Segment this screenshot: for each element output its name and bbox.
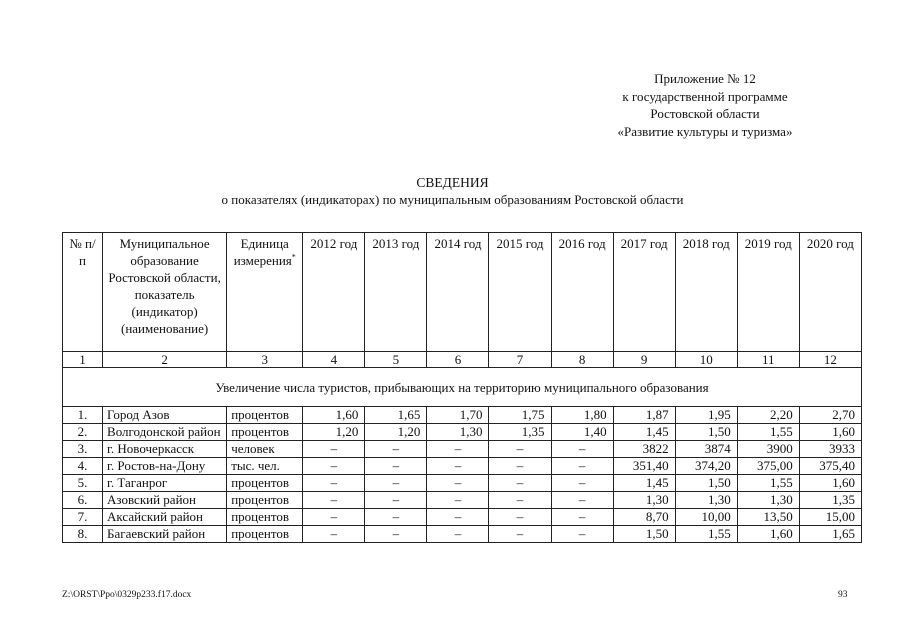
year-value: – xyxy=(489,492,551,509)
table-row xyxy=(63,509,862,526)
year-value: 1,75 xyxy=(489,407,551,424)
header-year: 2015 год xyxy=(489,233,551,352)
year-value: 1,30 xyxy=(613,492,675,509)
header-year: 2017 год xyxy=(613,233,675,352)
municipality-name: Азовский район xyxy=(103,492,227,509)
document-subtitle: о показателях (индикаторах) по муниципальным образованиям Ростовской области xyxy=(221,192,684,207)
year-value: 15,00 xyxy=(799,509,861,526)
footer-page-number: 93 xyxy=(838,590,848,600)
column-number: 5 xyxy=(365,352,427,368)
year-value: – xyxy=(551,441,613,458)
header-unit-footnote-mark: * xyxy=(291,252,296,262)
year-value: – xyxy=(303,475,365,492)
unit-of-measure: процентов xyxy=(227,475,303,492)
year-value: 1,30 xyxy=(675,492,737,509)
year-value: – xyxy=(489,526,551,543)
municipality-name: г. Таганрог xyxy=(103,475,227,492)
year-value: 351,40 xyxy=(613,458,675,475)
year-value: – xyxy=(427,526,489,543)
year-value: 1,30 xyxy=(427,424,489,441)
year-value: 1,55 xyxy=(675,526,737,543)
header-no: № п/п xyxy=(63,233,103,352)
year-value: 375,00 xyxy=(737,458,799,475)
year-value: 1,60 xyxy=(799,475,861,492)
year-value: 1,50 xyxy=(613,526,675,543)
year-value: – xyxy=(551,458,613,475)
year-value: 1,65 xyxy=(799,526,861,543)
year-value: 3900 xyxy=(737,441,799,458)
header-row xyxy=(63,233,862,352)
year-value: 1,50 xyxy=(675,424,737,441)
year-value: 1,35 xyxy=(489,424,551,441)
municipality-name: Багаевский район xyxy=(103,526,227,543)
year-value: – xyxy=(303,526,365,543)
header-unit xyxy=(227,233,303,352)
row-number: 4. xyxy=(63,458,103,475)
header-year: 2014 год xyxy=(427,233,489,352)
year-value: 3933 xyxy=(799,441,861,458)
year-value: – xyxy=(365,492,427,509)
header-municipality: Муниципальное образование Ростовской области, показатель (индикатор) (наименование) xyxy=(103,233,227,352)
header-year: 2012 год xyxy=(303,233,365,352)
table-body xyxy=(63,407,862,543)
year-value: 8,70 xyxy=(613,509,675,526)
year-value: 13,50 xyxy=(737,509,799,526)
year-value: 1,95 xyxy=(675,407,737,424)
year-value: – xyxy=(551,475,613,492)
year-value: 1,50 xyxy=(675,475,737,492)
section-heading: Увеличение числа туристов, прибывающих на территорию муниципального образования xyxy=(63,368,862,407)
row-number: 1. xyxy=(63,407,103,424)
year-value: – xyxy=(303,458,365,475)
section-row xyxy=(63,368,862,407)
appendix-line-2: к государственной программе xyxy=(622,88,788,104)
row-number: 5. xyxy=(63,475,103,492)
year-value: 1,45 xyxy=(613,475,675,492)
year-value: – xyxy=(427,441,489,458)
year-value: – xyxy=(489,441,551,458)
indicators-table xyxy=(62,232,862,543)
year-value: 1,87 xyxy=(613,407,675,424)
year-value: – xyxy=(489,475,551,492)
row-number: 6. xyxy=(63,492,103,509)
column-number: 10 xyxy=(675,352,737,368)
year-value: 1,70 xyxy=(427,407,489,424)
municipality-name: г. Новочеркасск xyxy=(103,441,227,458)
header-year: 2013 год xyxy=(365,233,427,352)
municipality-name: Волгодонской район xyxy=(103,424,227,441)
header-year: 2019 год xyxy=(737,233,799,352)
year-value: – xyxy=(303,441,365,458)
row-number: 3. xyxy=(63,441,103,458)
year-value: – xyxy=(365,441,427,458)
year-value: 1,40 xyxy=(551,424,613,441)
table-row xyxy=(63,475,862,492)
footer-file-path: Z:\ORST\Ppo\0329p233.f17.docx xyxy=(62,590,192,600)
column-number: 7 xyxy=(489,352,551,368)
column-number: 2 xyxy=(103,352,227,368)
column-number: 6 xyxy=(427,352,489,368)
table-row xyxy=(63,458,862,475)
appendix-line-3: Ростовской области xyxy=(650,106,760,121)
appendix-line-4: «Развитие культуры и туризма» xyxy=(617,123,793,139)
year-value: – xyxy=(551,526,613,543)
year-value: 1,20 xyxy=(365,424,427,441)
year-value: – xyxy=(427,509,489,526)
unit-of-measure: процентов xyxy=(227,407,303,424)
document-title: СВЕДЕНИЯ xyxy=(416,175,489,190)
year-value: – xyxy=(551,492,613,509)
year-value: – xyxy=(365,458,427,475)
year-value: 2,20 xyxy=(737,407,799,424)
row-number: 2. xyxy=(63,424,103,441)
year-value: 1,20 xyxy=(303,424,365,441)
year-value: – xyxy=(365,526,427,543)
table-row xyxy=(63,424,862,441)
year-value: – xyxy=(551,509,613,526)
year-value: 2,70 xyxy=(799,407,861,424)
row-number: 7. xyxy=(63,509,103,526)
year-value: 1,45 xyxy=(613,424,675,441)
year-value: – xyxy=(303,492,365,509)
row-number: 8. xyxy=(63,526,103,543)
unit-of-measure: процентов xyxy=(227,526,303,543)
year-value: 1,35 xyxy=(799,492,861,509)
year-value: 1,55 xyxy=(737,475,799,492)
year-value: 1,60 xyxy=(737,526,799,543)
year-value: – xyxy=(427,458,489,475)
column-number: 11 xyxy=(737,352,799,368)
year-value: 374,20 xyxy=(675,458,737,475)
municipality-name: Город Азов xyxy=(103,407,227,424)
year-value: 1,30 xyxy=(737,492,799,509)
unit-of-measure: человек xyxy=(227,441,303,458)
table-row xyxy=(63,526,862,543)
year-value: 10,00 xyxy=(675,509,737,526)
year-value: – xyxy=(489,458,551,475)
table-row xyxy=(63,407,862,424)
table-row xyxy=(63,441,862,458)
year-value: 3874 xyxy=(675,441,737,458)
header-year: 2016 год xyxy=(551,233,613,352)
unit-of-measure: процентов xyxy=(227,492,303,509)
year-value: 375,40 xyxy=(799,458,861,475)
column-number: 9 xyxy=(613,352,675,368)
column-number: 3 xyxy=(227,352,303,368)
year-value: – xyxy=(303,509,365,526)
unit-of-measure: процентов xyxy=(227,509,303,526)
municipality-name: г. Ростов-на-Дону xyxy=(103,458,227,475)
column-number: 12 xyxy=(799,352,861,368)
header-year: 2020 год xyxy=(799,233,861,352)
year-value: 1,55 xyxy=(737,424,799,441)
year-value: – xyxy=(427,492,489,509)
year-value: 3822 xyxy=(613,441,675,458)
municipality-name: Аксайский район xyxy=(103,509,227,526)
year-value: 1,60 xyxy=(799,424,861,441)
year-value: – xyxy=(489,509,551,526)
year-value: – xyxy=(365,475,427,492)
column-number: 1 xyxy=(63,352,103,368)
unit-of-measure: процентов xyxy=(227,424,303,441)
column-number: 8 xyxy=(551,352,613,368)
year-value: 1,80 xyxy=(551,407,613,424)
year-value: 1,65 xyxy=(365,407,427,424)
column-number: 4 xyxy=(303,352,365,368)
year-value: – xyxy=(427,475,489,492)
header-year: 2018 год xyxy=(675,233,737,352)
header-unit-label: Единица измерения xyxy=(233,236,292,268)
unit-of-measure: тыс. чел. xyxy=(227,458,303,475)
year-value: – xyxy=(365,509,427,526)
column-number-row xyxy=(63,352,862,368)
table-row xyxy=(63,492,862,509)
appendix-block xyxy=(560,70,850,140)
year-value: 1,60 xyxy=(303,407,365,424)
appendix-line-1: Приложение № 12 xyxy=(654,71,756,86)
